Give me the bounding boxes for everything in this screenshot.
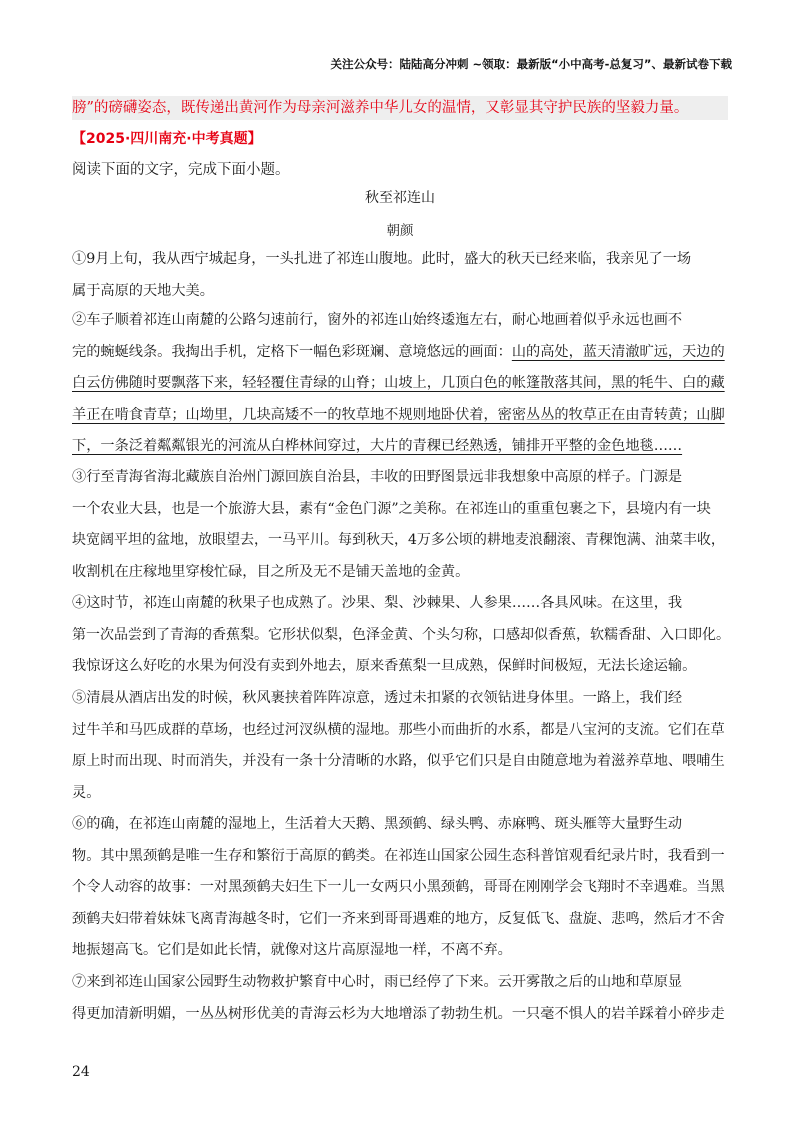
paragraph-line-lead: 完的蜿蜒线条。我掏出手机，定格下一幅色彩斑斓、意境悠远的画面： (72, 343, 512, 360)
paragraph-line (72, 337, 730, 369)
paragraph-line: ⑥的确，在祁连山南麓的湿地上，生活着大天鹅、黑颈鹤、绿头鸭、赤麻鸭、斑头雁等大量野生动 (72, 816, 683, 832)
paragraph-1 (72, 244, 730, 307)
article-author: 朝颜 (386, 223, 414, 239)
paragraph-7 (72, 967, 730, 1030)
paragraph-line: 颈鹤夫妇带着妹妹飞离青海越冬时，它们一齐来到哥哥遇难的地方，反复低飞、盘旋、悲鸣，然后才不舍 (72, 910, 725, 927)
paragraph-line: ⑤清晨从酒店出发的时候，秋风裹挟着阵阵凉意，透过未扣紧的衣领钻进身体里。一路上，我们经 (72, 690, 683, 706)
paragraph-line: ⑦来到祁连山国家公园野生动物救护繁育中心时，雨已经停了下来。云开雾散之后的山地和草原显 (72, 974, 683, 990)
paragraph-line: 地振翅高飞。它们是如此长情，就像对这片高原湿地一样，不离不弃。 (72, 942, 512, 959)
paragraph-line: ①9月上旬，我从西宁城起身，一头扎进了祁连山腹地。此时，盛大的秋天已经来临，我亲见了一场 (72, 251, 692, 267)
paragraph-line: 得更加清新明媚，一丛丛树形优美的青海云杉为大地增添了勃勃生机。一只毫不惧人的岩羊踩着小碎步走 (72, 1005, 725, 1022)
paragraph-4 (72, 588, 730, 683)
paragraph-line: 物。其中黑颈鹤是唯一生存和繁衍于高原的鹤类。在祁连山国家公园生态科普馆观看纪录片时，我看到一 (72, 847, 725, 864)
paragraph-5 (72, 683, 730, 809)
paragraph-line: ④这时节，祁连山南麓的秋果子也成熟了。沙果、梨、沙棘果、人参果……各具风味。在这里，我 (72, 595, 683, 611)
paragraph-line: 属于高原的天地大美。 (72, 282, 214, 299)
paragraph-line: 一个农业大县，也是一个旅游大县，素有“金色门源”之美称。在祁连山的重重包裹之下，县境内有一块 (72, 500, 711, 517)
underlined-passage-line: 下，一条泛着粼粼银光的河流从白桦林间穿过，大片的青稞已经熟透，铺排开平整的金色地毯…… (72, 438, 683, 455)
paragraph-line: 个令人动容的故事：一对黑颈鹤夫妇生下一儿一女两只小黑颈鹤，哥哥在刚刚学会飞翔时不幸遇难。当黑 (72, 879, 725, 896)
paragraph-3 (72, 462, 730, 588)
exam-source-tag: 【2025·四川南充·中考真题】 (72, 131, 262, 147)
paragraph-line: 我惊讶这么好吃的水果为何没有卖到外地去，原来香蕉梨一旦成熟，保鲜时间极短，无法长途运输。 (72, 658, 697, 675)
paragraph-line: 过牛羊和马匹成群的草场，也经过河汊纵横的湿地。那些小而曲折的水系，都是八宝河的支流。它们在草 (72, 721, 725, 738)
highlighted-answer-line: 膀”的磅礴姿态，既传递出黄河作为母亲河滋养中华儿女的温情，又彰显其守护民族的坚毅力量。 (72, 96, 728, 120)
underlined-passage-line: 白云仿佛随时要飘落下来，轻轻覆住青绿的山脊；山坡上，几顶白色的帐篷散落其间，黑的牦牛、白的藏 (72, 375, 725, 392)
paragraph-line: ②车子顺着祁连山南麓的公路匀速前行，窗外的祁连山始终逶迤左右，耐心地画着似乎永远也画不 (72, 312, 683, 328)
paragraph-line: 收割机在庄稼地里穿梭忙碌，目之所及无不是铺天盖地的金黄。 (72, 563, 470, 580)
paragraph-line: 原上时而出现、时而消失，并没有一条十分清晰的水路，似乎它们只是自由随意地为着滋养草地、喂哺生 (72, 753, 725, 770)
underlined-passage: 山的高处，蓝天清澈旷远，天边的 (511, 343, 725, 360)
underlined-passage-line: 羊正在啃食青草；山坳里，几块高矮不一的牧草地不规则地卧伏着，密密丛丛的牧草正在由青转黄；山脚 (72, 406, 725, 423)
page-number: 24 (72, 1064, 90, 1080)
article-title: 秋至祁连山 (365, 190, 435, 206)
paragraph-6 (72, 809, 730, 967)
instruction-text: 阅读下面的文字，完成下面小题。 (72, 162, 290, 178)
paragraph-line: 灵。 (72, 784, 101, 801)
paragraph-2 (72, 305, 730, 463)
paragraph-line: 第一次品尝到了青海的香蕉梨。它形状似梨，色泽金黄、个头匀称，口感却似香蕉，软糯香甜、入口即化。 (72, 626, 730, 643)
paragraph-line: 块宽阔平坦的盆地，放眼望去，一马平川。每到秋天，4万多公顷的耕地麦浪翻滚、青稞饱满、油菜丰收， (72, 532, 725, 549)
paragraph-line: ③行至青海省海北藏族自治州门源回族自治县，丰收的田野图景远非我想象中高原的样子。门源是 (72, 469, 683, 485)
page-header: 关注公众号：陆陆高分冲刺 ~领取：最新版“小中高考-总复习”、最新试卷下载 (330, 57, 732, 71)
